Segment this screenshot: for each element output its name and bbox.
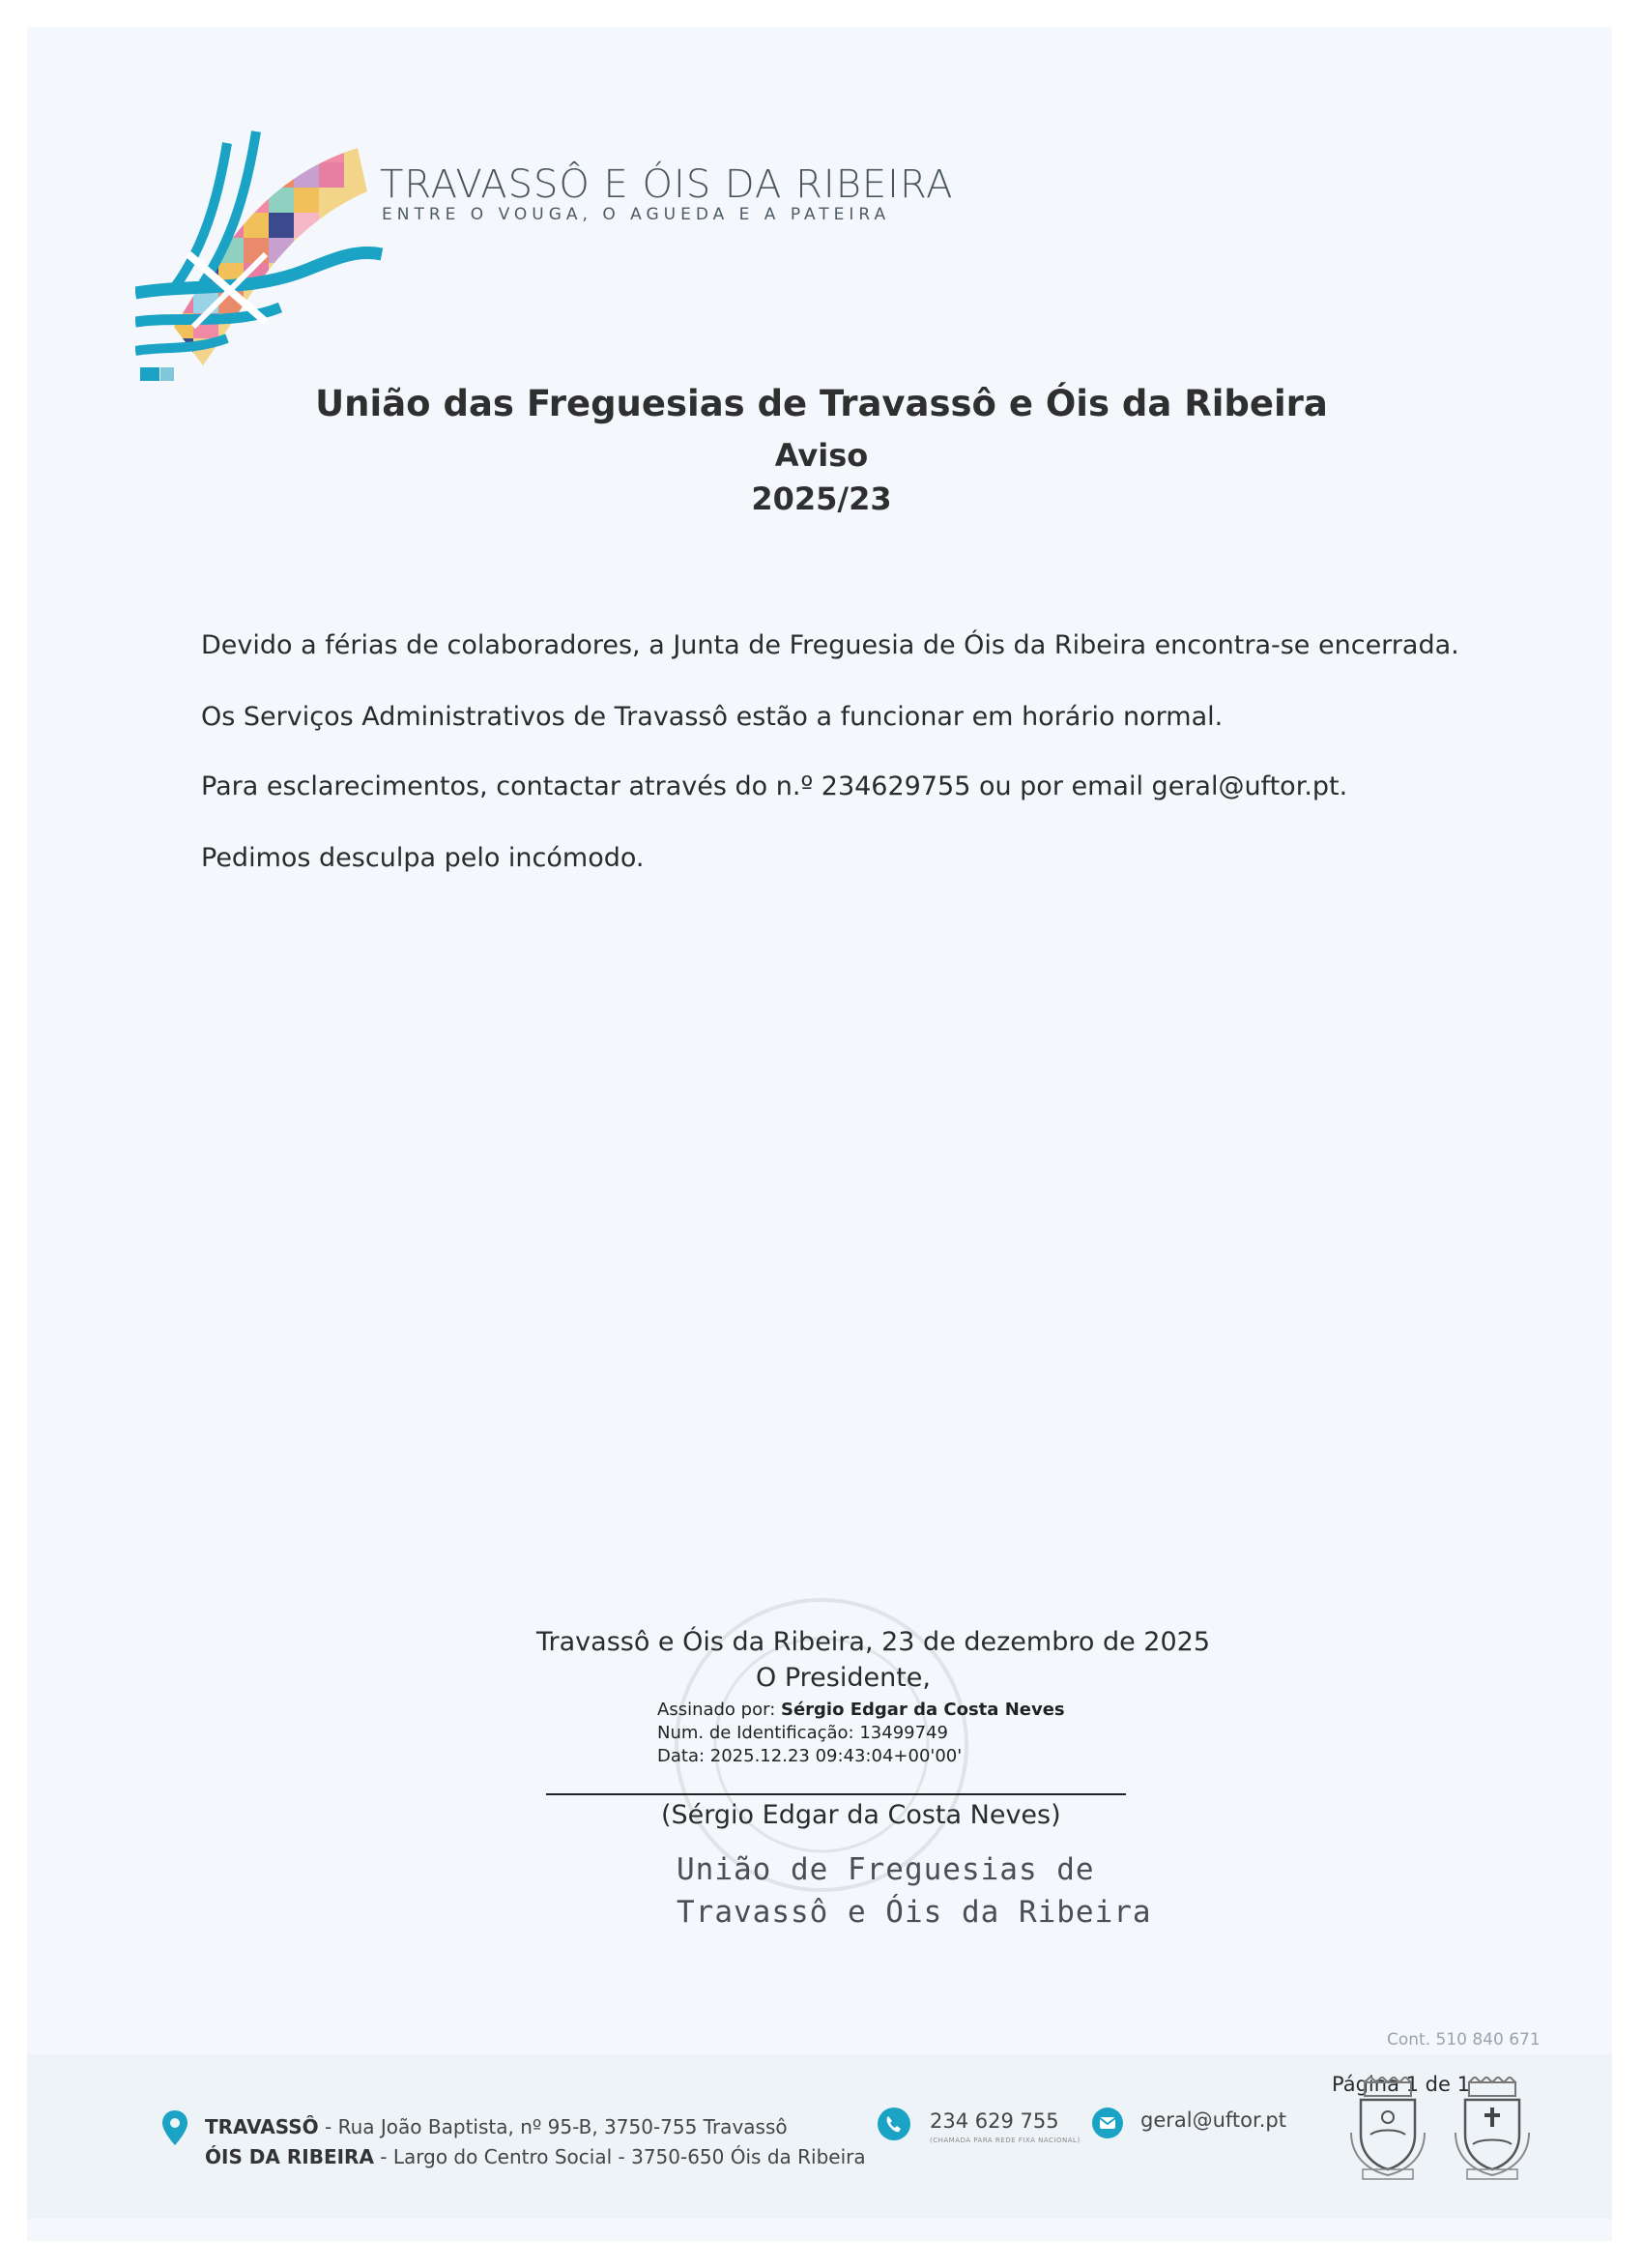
- address-ois: ÓIS DA RIBEIRA - Largo do Centro Social - 3750-650 Óis da Ribeira: [205, 2145, 866, 2168]
- body-paragraph: Devido a férias de colaboradores, a Junta de Freguesia de Óis da Ribeira encontra-se encerrada.: [201, 630, 1459, 660]
- signatory-name: (Sérgio Edgar da Costa Neves): [661, 1800, 1061, 1830]
- brand-name: TRAVASSÔ E ÓIS DA RIBEIRA: [380, 162, 954, 207]
- body-paragraph: Para esclarecimentos, contactar através do n.º 234629755 ou por email geral@uftor.pt.: [201, 771, 1348, 801]
- id-label: Num. de Identificação:: [657, 1723, 854, 1743]
- signature-place-date: Travassô e Óis da Ribeira, 23 de dezembro de 2025: [536, 1627, 1211, 1657]
- date-value: 2025.12.23 09:43:04+00'00': [709, 1746, 963, 1766]
- document-number: 2025/23: [751, 480, 892, 517]
- brand-tagline: ENTRE O VOUGA, O AGUEDA E A PATEIRA: [382, 205, 891, 224]
- id-number: 13499749: [859, 1723, 948, 1743]
- crest-ois-icon: [1448, 2077, 1537, 2181]
- signature-line: [546, 1793, 1126, 1795]
- body-paragraph: Pedimos desculpa pelo incómodo.: [201, 843, 645, 873]
- body-paragraph: Os Serviços Administrativos de Travassô estão a funcionar em horário normal.: [201, 702, 1224, 732]
- woven-ribbon-logo-icon: [135, 124, 387, 385]
- signed-by-label: Assinado por:: [657, 1700, 776, 1720]
- page-number: Página 1 de 1: [1332, 2073, 1470, 2096]
- location-pin-icon: [162, 2110, 187, 2145]
- phone-icon: [878, 2108, 910, 2140]
- date-label: Data:: [657, 1746, 706, 1766]
- crest-travasso-icon: [1343, 2077, 1432, 2181]
- signed-by-name: Sérgio Edgar da Costa Neves: [781, 1700, 1065, 1720]
- document-type: Aviso: [774, 437, 869, 474]
- contribuinte-number: Cont. 510 840 671: [1387, 2030, 1541, 2050]
- address-travasso: TRAVASSÔ - Rua João Baptista, nº 95-B, 3750-755 Travassô: [205, 2115, 788, 2138]
- institution-stamp: [677, 1848, 1152, 1934]
- page-title: União das Freguesias de Travassô e Óis da Ribeira: [315, 383, 1328, 424]
- email-address: geral@uftor.pt: [1140, 2108, 1286, 2132]
- signature-role: O Presidente,: [756, 1663, 931, 1693]
- phone-note: (CHAMADA PARA REDE FIXA NACIONAL): [930, 2137, 1081, 2144]
- digital-signature-block: [657, 1699, 1065, 1768]
- phone-number: 234 629 755: [930, 2109, 1059, 2133]
- stamp-line-2: Travassô e Óis da Ribeira: [677, 1895, 1152, 1930]
- stamp-line-1: União de Freguesias de: [677, 1852, 1095, 1887]
- mail-icon: [1092, 2108, 1123, 2138]
